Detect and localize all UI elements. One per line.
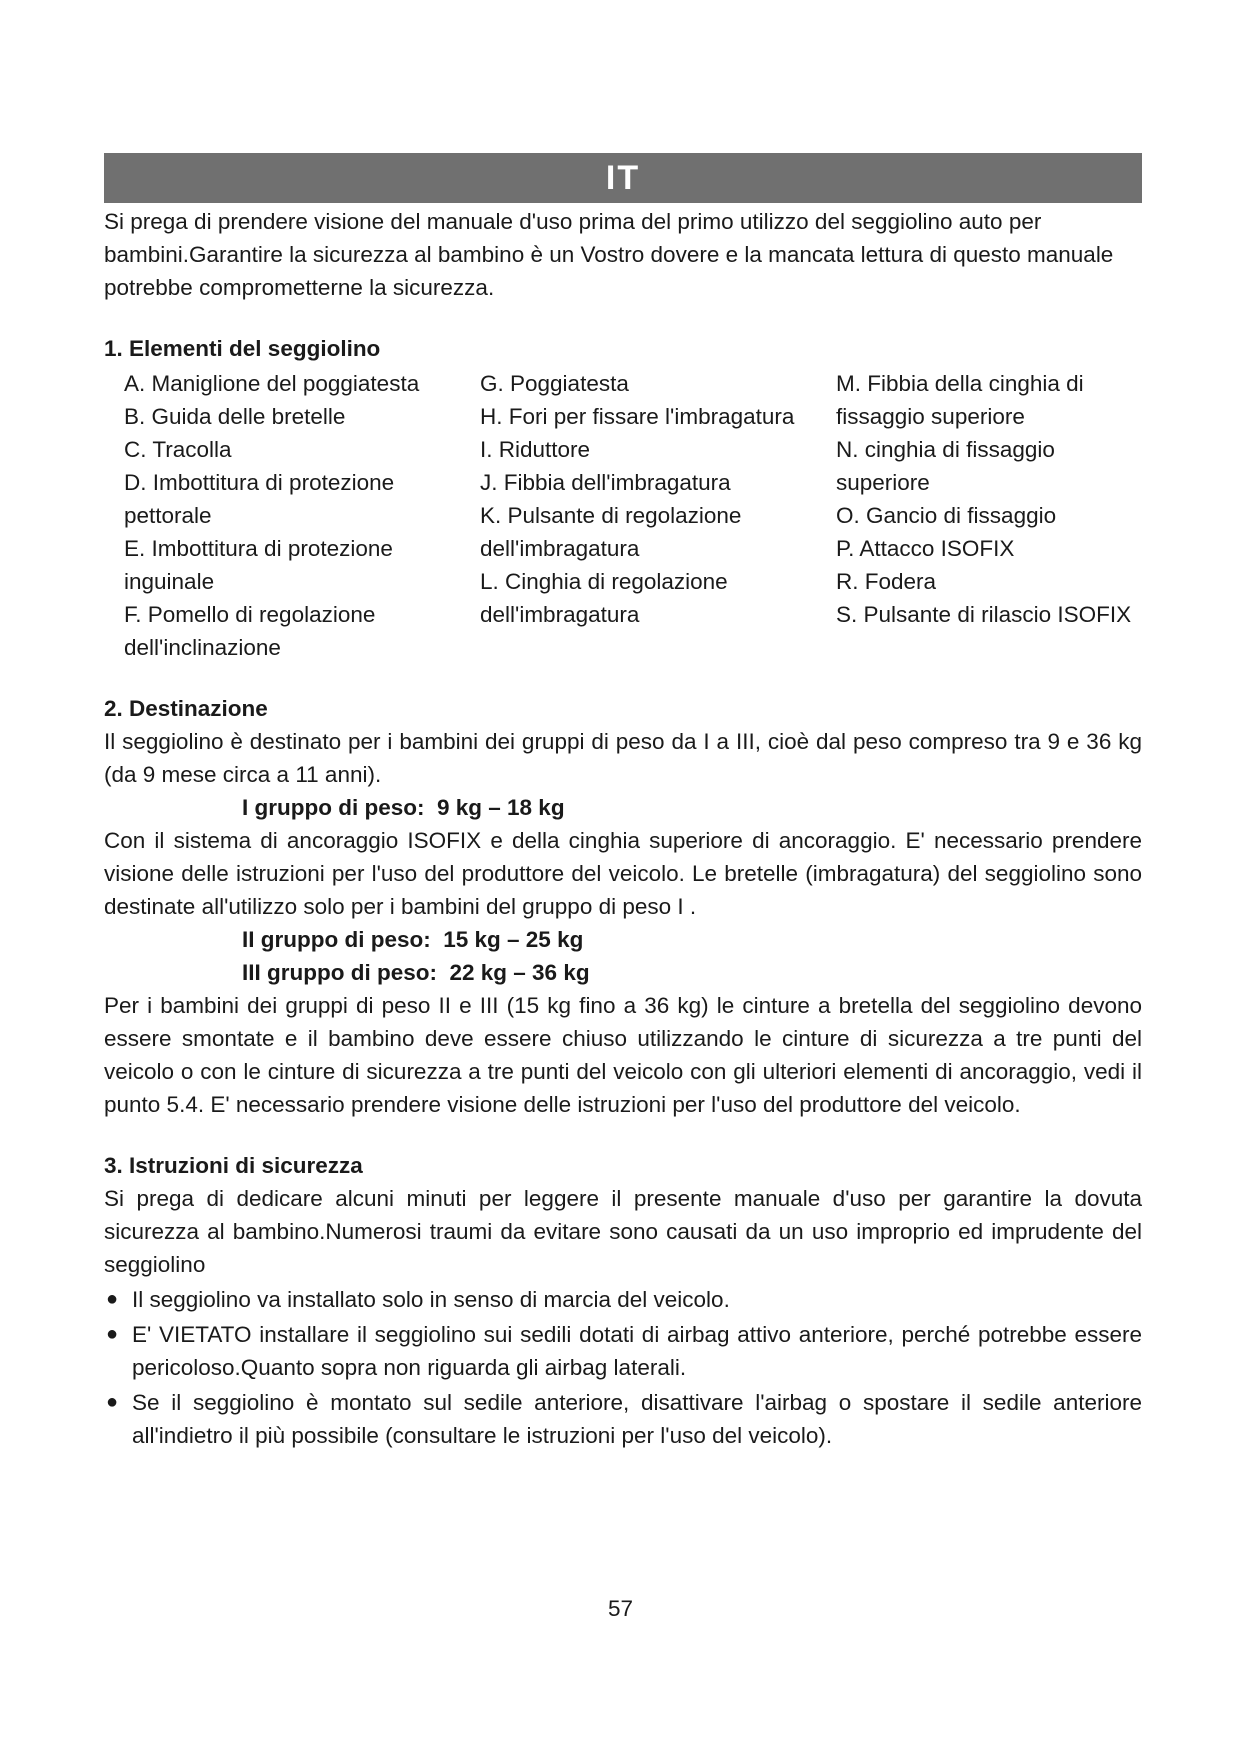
- component-item: G. Poggiatesta: [480, 371, 629, 396]
- component-item: C. Tracolla: [124, 437, 232, 462]
- section-3-title: 3. Istruzioni di sicurezza: [104, 1153, 363, 1178]
- spacer: [104, 1121, 1142, 1149]
- component-item: P. Attacco ISOFIX: [836, 536, 1015, 561]
- component-item: H. Fori per fissare l'imbragatura: [480, 404, 795, 429]
- language-code: IT: [605, 159, 641, 197]
- bullet-icon: ●: [106, 1391, 119, 1413]
- component-item: S. Pulsante di rilascio ISOFIX: [836, 602, 1132, 627]
- weight-group-1: I gruppo di peso: 9 kg – 18 kg: [242, 795, 565, 820]
- bullet-icon: ●: [106, 1323, 119, 1345]
- components-column-3: [836, 367, 1136, 664]
- spacer: [104, 664, 1142, 692]
- safety-bullet-text: Il seggiolino va installato solo in senso di marcia del veicolo.: [132, 1287, 730, 1312]
- safety-bullet-item: [104, 1283, 1142, 1316]
- component-item: F. Pomello di regolazione dell'inclinazione: [124, 602, 376, 660]
- component-item: E. Imbottitura di protezione inguinale: [124, 536, 393, 594]
- component-item: J. Fibbia dell'imbragatura: [480, 470, 731, 495]
- component-item: K. Pulsante di regolazione dell'imbragatura: [480, 503, 742, 561]
- safety-bullet-text: Se il seggiolino è montato sul sedile anteriore, disattivare l'airbag o spostare il sedile anteriore all'indietro il più possibile (consultare le istruzioni per l'uso del veicolo).: [132, 1390, 1142, 1448]
- weight-group-3: III gruppo di peso: 22 kg – 36 kg: [242, 960, 590, 985]
- weight-group-2: II gruppo di peso: 15 kg – 25 kg: [242, 927, 584, 952]
- destination-paragraph-3: Per i bambini dei gruppi di peso II e III (15 kg fino a 36 kg) le cinture a bretella del seggiolino devono essere smontate e il bambino deve essere chiuso utilizzando le cinture di sicurezza a tre punti del veicolo o con le cinture di sicurezza a tre punti del veicolo con gli ulteriori elementi di ancoraggio, vedi il punto 5.4. E' necessario prendere visione delle istruzioni per l'uso del produttore del veicolo.: [104, 993, 1142, 1117]
- component-item: N. cinghia di fissaggio superiore: [836, 437, 1055, 495]
- section-1-title: 1. Elementi del seggiolino: [104, 336, 381, 361]
- language-header-bar: [104, 153, 1142, 203]
- bullet-icon: ●: [106, 1288, 119, 1310]
- safety-bullet-list: [104, 1283, 1142, 1452]
- component-item: I. Riduttore: [480, 437, 591, 462]
- component-item: A. Maniglione del poggiatesta: [124, 371, 420, 396]
- intro-paragraph: Si prega di prendere visione del manuale d'uso prima del primo utilizzo del seggiolino auto per bambini.Garantire la sicurezza al bambino è un Vostro dovere e la mancata lettura di questo manuale potrebbe comprometterne la sicurezza.: [104, 209, 1114, 300]
- spacer: [104, 304, 1142, 332]
- components-column-2: [480, 367, 836, 664]
- component-item: O. Gancio di fissaggio: [836, 503, 1057, 528]
- components-column-1: [124, 367, 480, 664]
- page-number: 57: [607, 1596, 634, 1621]
- destination-paragraph-1: Il seggiolino è destinato per i bambini dei gruppi di peso da I a III, cioè dal peso compreso tra 9 e 36 kg (da 9 mese circa a 11 anni).: [104, 729, 1142, 787]
- component-item: M. Fibbia della cinghia di fissaggio superiore: [836, 371, 1084, 429]
- components-list: [124, 367, 1142, 664]
- safety-bullet-text: E' VIETATO installare il seggiolino sui sedili dotati di airbag attivo anteriore, perché potrebbe essere pericoloso.Quanto sopra non riguarda gli airbag laterali.: [132, 1322, 1142, 1380]
- destination-paragraph-2: Con il sistema di ancoraggio ISOFIX e della cinghia superiore di ancoraggio. E' necessario prendere visione delle istruzioni per l'uso del produttore del veicolo. Le bretelle (imbragatura) del seggiolino sono destinate all'utilizzo solo per i bambini del gruppo di peso I .: [104, 828, 1142, 919]
- component-item: B. Guida delle bretelle: [124, 404, 346, 429]
- safety-bullet-item: [104, 1386, 1142, 1452]
- component-item: R. Fodera: [836, 569, 937, 594]
- component-item: L. Cinghia di regolazione dell'imbragatura: [480, 569, 728, 627]
- safety-intro-paragraph: Si prega di dedicare alcuni minuti per leggere il presente manuale d'uso per garantire la dovuta sicurezza al bambino.Numerosi traumi da evitare sono causati da un uso improprio ed imprudente del seggiolino: [104, 1186, 1142, 1277]
- safety-bullet-item: [104, 1318, 1142, 1384]
- page-content: [104, 205, 1142, 1454]
- component-item: D. Imbottitura di protezione pettorale: [124, 470, 395, 528]
- section-2-title: 2. Destinazione: [104, 696, 268, 721]
